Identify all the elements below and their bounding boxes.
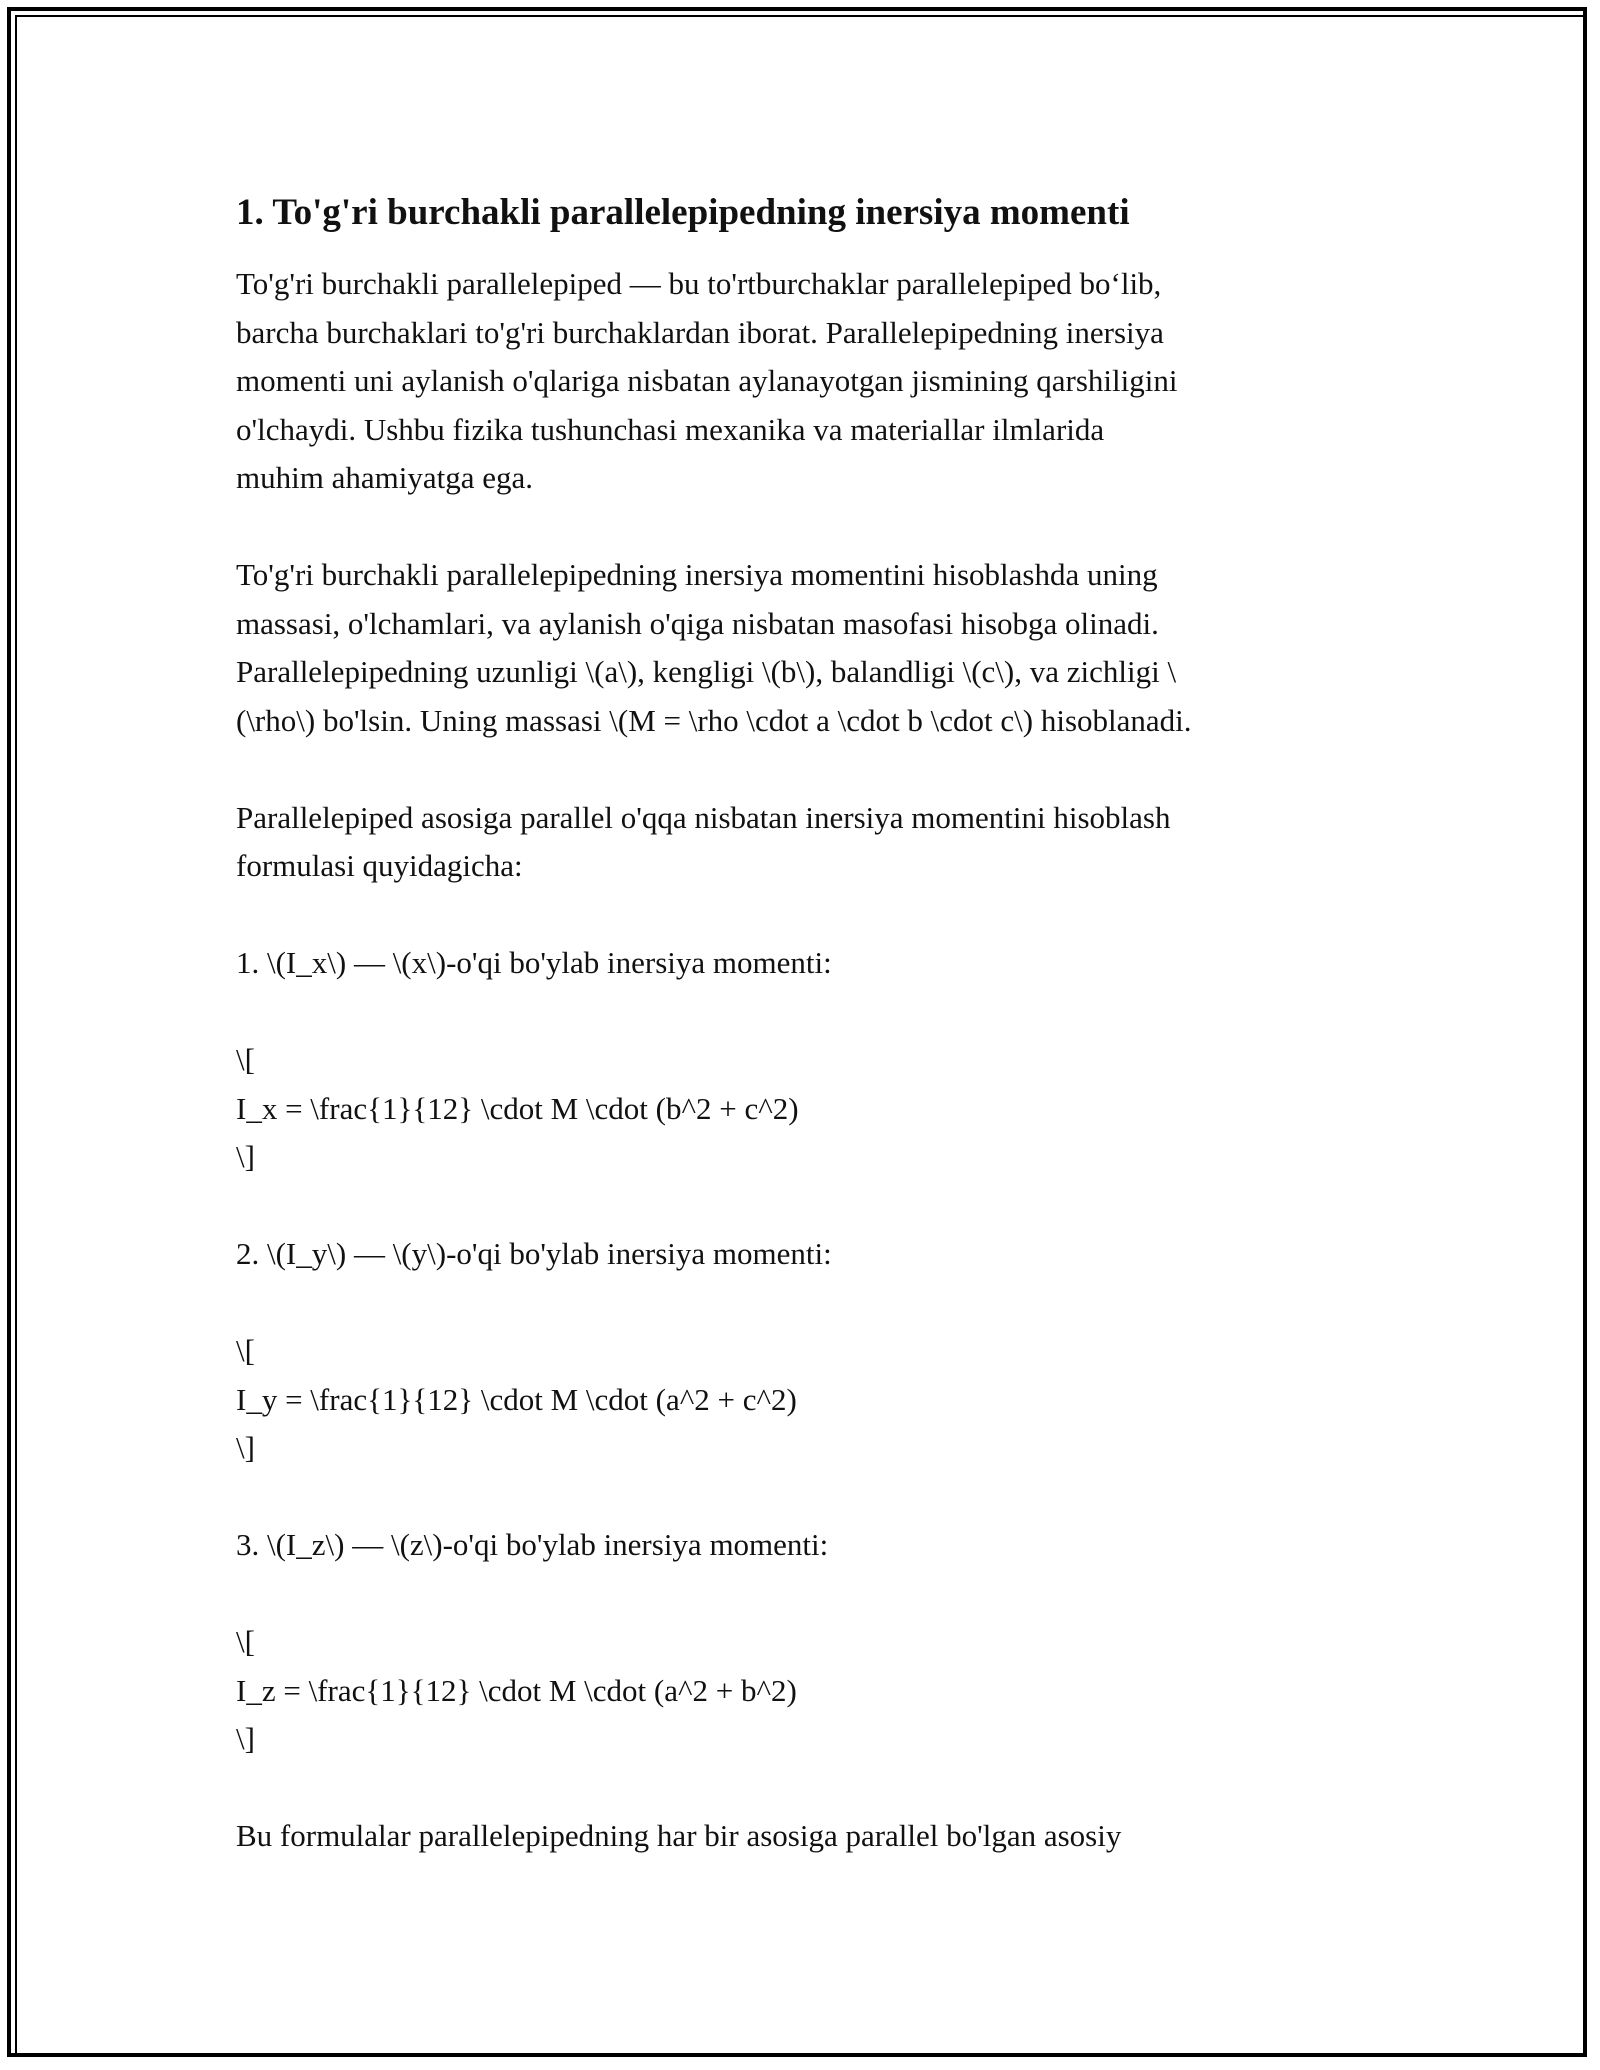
text-line: o'lchaydi. Ushbu fizika tushunchasi mexanika va materiallar ilmlarida — [236, 411, 1105, 447]
text-line: 3. \(I_z\) — \(z\)-o'qi bo'ylab inersiya momenti: — [236, 1527, 829, 1562]
formula-ix — [236, 1036, 1386, 1182]
formula-body: I_z = \frac{1}{12} \cdot M \cdot (a^2 + b^2) — [236, 1672, 797, 1708]
formula-close: \] — [236, 1139, 255, 1174]
document-body — [236, 188, 1386, 1909]
list-item-iz — [236, 1521, 1386, 1570]
paragraph-mass — [236, 551, 1386, 745]
paragraph-intro — [236, 260, 1386, 503]
text-line: Parallelepiped asosiga parallel o'qqa nisbatan inersiya momentini hisoblash — [236, 799, 1171, 835]
formula-iz — [236, 1618, 1386, 1764]
formula-close: \] — [236, 1721, 255, 1756]
text-line: formulasi quyidagicha: — [236, 848, 523, 883]
formula-close: \] — [236, 1430, 255, 1465]
formula-body: I_x = \frac{1}{12} \cdot M \cdot (b^2 + c^2) — [236, 1090, 799, 1126]
formula-open: \[ — [236, 1624, 255, 1659]
text-line: To'g'ri burchakli parallelepipedning inersiya momentini hisoblashda uning — [236, 557, 1158, 592]
section-heading: 1. To'g'ri burchakli parallelepipedning inersiya momenti — [236, 192, 1130, 233]
paragraph-conclusion — [236, 1812, 1386, 1861]
list-item-ix — [236, 939, 1386, 988]
text-line: massasi, o'lchamlari, va aylanish o'qiga nisbatan masofasi hisobga olinadi. — [236, 605, 1159, 641]
text-line: Bu formulalar parallelepipedning har bir asosiga parallel bo'lgan asosiy — [236, 1818, 1122, 1853]
paragraph-formula-intro — [236, 794, 1386, 891]
formula-iy — [236, 1327, 1386, 1473]
text-line: (\rho\) bo'lsin. Uning massasi \(M = \rho \cdot a \cdot b \cdot c\) hisoblanadi. — [236, 702, 1192, 738]
text-line: 1. \(I_x\) — \(x\)-o'qi bo'ylab inersiya momenti: — [236, 945, 832, 980]
text-line: 2. \(I_y\) — \(y\)-o'qi bo'ylab inersiya momenti: — [236, 1236, 832, 1271]
formula-open: \[ — [236, 1333, 255, 1368]
formula-body: I_y = \frac{1}{12} \cdot M \cdot (a^2 + c^2) — [236, 1381, 797, 1417]
formula-open: \[ — [236, 1042, 255, 1077]
text-line: momenti uni aylanish o'qlariga nisbatan aylanayotgan jismining qarshiligini — [236, 363, 1178, 398]
text-line: Parallelepipedning uzunligi \(a\), kengligi \(b\), balandligi \(c\), va zichligi \ — [236, 654, 1177, 689]
text-line: muhim ahamiyatga ega. — [236, 460, 533, 495]
text-line: barcha burchaklari to'g'ri burchaklardan iborat. Parallelepipedning inersiya — [236, 314, 1164, 350]
list-item-iy — [236, 1230, 1386, 1279]
text-line: To'g'ri burchakli parallelepiped — bu to'rtburchaklar parallelepiped bo‘lib, — [236, 266, 1162, 301]
